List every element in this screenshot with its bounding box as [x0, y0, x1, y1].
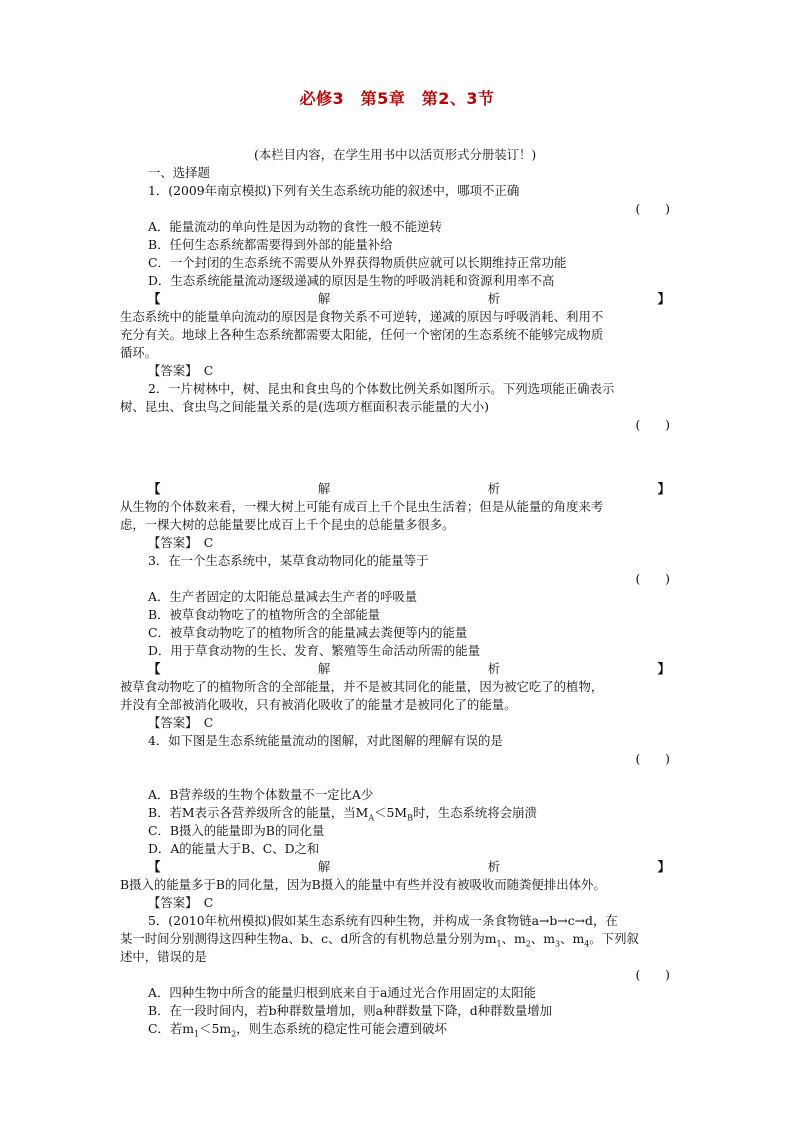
q1-stem: 1．(2009年南京模拟)下列有关生态系统功能的叙述中，哪项不正确	[148, 183, 520, 198]
q1-option-d: D．生态系统能量流动逐级递减的原因是生物的呼吸消耗和资源利用率不高	[148, 273, 555, 288]
q5-stem-cont: 述中，错误的是	[120, 949, 207, 964]
q1-analysis-heading: 【 解 析 】	[148, 291, 670, 306]
q1-analysis-line: 充分有关。地球上各种生态系统都需要太阳能，任何一个密闭的生态系统不能够完成物质	[120, 327, 604, 342]
section-heading: 一、选择题	[148, 165, 210, 180]
q1-option-b: B．任何生态系统都需要得到外部的能量补给	[148, 237, 393, 252]
page-title: 必修3 第5章 第2、3节	[299, 89, 495, 108]
q4-option-c: C．B摄入的能量即为B的同化量	[148, 823, 325, 838]
q3-analysis-heading: 【 解 析 】	[148, 661, 670, 676]
q5-option-a: A．四种生物中所含的能量归根到底来自于a通过光合作用固定的太阳能	[148, 985, 537, 1000]
q5-stem: 5．(2010年杭州模拟)假如某生态系统有四种生物，并构成一条食物链a→b→c→d，在	[148, 913, 618, 928]
q2-answer-blank: ( )	[635, 417, 670, 432]
q3-option-a: A．生产者固定的太阳能总量减去生产者的呼吸量	[148, 589, 418, 604]
q2-figure-space	[120, 434, 672, 462]
q4-analysis-heading: 【 解 析 】	[148, 859, 670, 874]
q4-option-b: B．若M表示各营养级所含的能量，当$M_A<5M_B$时，生态系统将会崩溃	[148, 805, 537, 822]
q2-analysis-line: 从生物的个体数来看，一棵大树上可能有成百上千个昆虫生活着；但是从能量的角度来考	[120, 499, 604, 514]
q3-answer-blank: ( )	[635, 571, 670, 586]
q4-answer-blank: ( )	[635, 751, 670, 766]
q5-answer-blank: ( )	[635, 967, 670, 982]
q3-option-c: C．被草食动物吃了的植物所含的能量减去粪便等内的能量	[148, 625, 468, 640]
q1-answer-blank: ( )	[635, 201, 670, 216]
q4-figure-space	[120, 768, 672, 786]
q1-option-a: A．能量流动的单向性是因为动物的食性一般不能逆转	[148, 219, 442, 234]
q3-analysis-line: 并没有全部被消化吸收，只有被消化吸收了的能量才是被同化了的能量。	[120, 697, 517, 712]
q3-option-d: D．用于草食动物的生长、发育、繁殖等生命活动所需的能量	[148, 643, 481, 658]
q4-answer: 【答案】 C	[148, 895, 214, 910]
q2-stem-cont: 树、昆虫、食虫鸟之间能量关系的是(选项方框面积表示能量的大小)	[120, 399, 489, 414]
q3-stem: 3．在一个生态系统中，某草食动物同化的能量等于	[148, 553, 429, 568]
document-body	[120, 146, 672, 1038]
q2-stem: 2．一片树林中，树、昆虫和食虫鸟的个体数比例关系如图所示。下列选项能正确表示	[148, 381, 615, 396]
q3-option-b: B．被草食动物吃了的植物所含的全部能量	[148, 607, 381, 622]
q1-option-c: C．一个封闭的生态系统不需要从外界获得物质供应就可以长期维持正常功能	[148, 255, 567, 270]
q5-stem-cont: 某一时间分别测得这四种生物a、b、c、d所含的有机物总量分别为$m_1$、$m_2$、$m_3$、$m_4$。下列叙	[120, 931, 639, 948]
q3-analysis-line: 被草食动物吃了的植物所含的全部能量，并不是被其同化的能量，因为被它吃了的植物，	[120, 679, 604, 694]
q2-analysis-line: 虑，一棵大树的总能量要比成百上千个昆虫的总能量多很多。	[120, 517, 455, 532]
q4-option-a: A．B营养级的生物个体数量不一定比A少	[148, 787, 374, 802]
q1-analysis-line: 生态系统中的能量单向流动的原因是食物关系不可逆转，递减的原因与呼吸消耗、利用不	[120, 309, 604, 324]
binding-note: (本栏目内容，在学生用书中以活页形式分册装订！)	[254, 147, 537, 162]
q1-analysis-line: 循环。	[120, 345, 158, 360]
q1-answer: 【答案】 C	[148, 363, 214, 378]
q3-answer: 【答案】 C	[148, 715, 214, 730]
q4-analysis-line: B摄入的能量多于B的同化量，因为B摄入的能量中有些并没有被吸收而随粪便排出体外。	[120, 877, 606, 892]
q5-option-b: B．在一段时间内，若b种群数量增加，则a种群数量下降，d种群数量增加	[148, 1003, 553, 1018]
q2-answer: 【答案】 C	[148, 535, 214, 550]
q2-analysis-heading: 【 解 析 】	[148, 481, 670, 496]
q5-option-c: C．若$m_1<5m_2$，则生态系统的稳定性可能会遭到破坏	[148, 1021, 447, 1038]
q4-stem: 4．如下图是生态系统能量流动的图解，对此图解的理解有误的是	[148, 733, 503, 748]
q4-option-d: D．A的能量大于B、C、D之和	[148, 841, 320, 856]
